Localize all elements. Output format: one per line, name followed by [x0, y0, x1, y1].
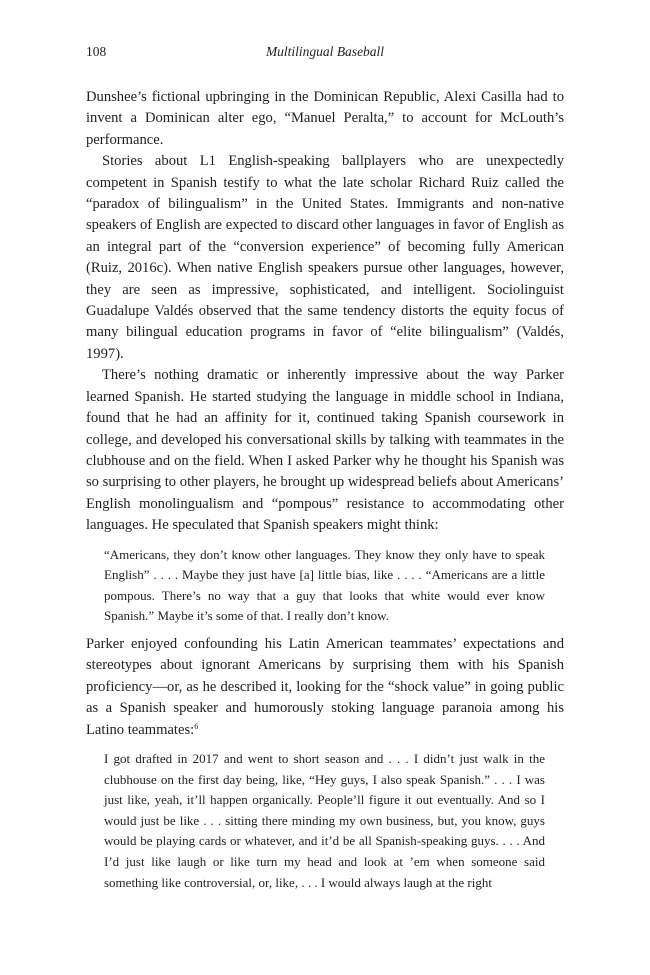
running-header: [86, 42, 564, 62]
paragraph-shock-value-text: Parker enjoyed confounding his Latin American teammates’ expectations and stereotypes about ignorant Americans by surprising them with his Spanish proficiency—or, as he described it, looking for the “shock value” in going public as a Spanish speaker and humorously stoking language paranoia among his Latino teammates:: [86, 635, 564, 738]
paragraph-paradox-of-bilingualism: Stories about L1 English-speaking ballplayers who are unexpectedly competent in Spanish testify to what the late scholar Richard Ruiz called the “paradox of bilingualism” in the United States. Immigrants and non-native speakers of English are expected to discard other languages in favor of English as an integral part of the “conversion experience” of becoming fully American (Ruiz, 2016c). When native English speakers pursue other languages, however, they are seen as impressive, sophisticated, and intelligent. Sociolinguist Guadalupe Valdés observed that the same tendency distorts the equity focus of many bilingual education programs in favor of “elite bilingualism” (Valdés, 1997).: [86, 153, 564, 362]
body-text: [86, 87, 564, 900]
paragraph-continuation: Dunshee’s fictional upbringing in the Dominican Republic, Alexi Casilla had to invent a Dominican alter ego, “Manuel Peralta,” to account for McLouth’s performance.: [86, 89, 564, 148]
page-number: 108: [86, 44, 107, 59]
block-quote-drafted: I got drafted in 2017 and went to short season and . . . I didn’t just walk in the clubhouse on the first day being, like, “Hey guys, I also speak Spanish.” . . . I was just like, yeah, it’ll happen organically. People’ll figure it out eventually. And so I would just be like . . . sitting there minding my own business, but, you know, guys would be playing cards or whatever, and it’d be all Spanish-speaking guys. . . . And I’d just like laugh or like turn my head and look at ’em when someone said something like controversial, or, like, . . . I would always laugh at the right: [104, 750, 545, 890]
paragraph-parker-learning-spanish: There’s nothing dramatic or inherently impressive about the way Parker learned Spanish. He started studying the language in middle school in Indiana, found that he had an affinity for it, continued taking Spanish coursework in college, and developed his conversational skills by talking with teammates in the clubhouse and on the field. When I asked Parker why he thought his Spanish was so surprising to other players, he brought up widespread beliefs about Americans’ English monolingualism and “pompous” resistance to accommodating other languages. He speculated that Spanish speakers might think:: [86, 367, 564, 534]
paragraph-shock-value: [86, 634, 564, 741]
running-title: Multilingual Baseball: [265, 44, 385, 59]
block-quote-americans: “Americans, they don’t know other languages. They know they only have to speak English” . . . . Maybe they just have [a] little bias, like . . . . “Americans are a little pompous. There’s no way that a guy that looks that white would ever know Spanish.” Maybe it’s some of that. I really don’t know.: [104, 546, 545, 624]
footnote-marker: 6: [194, 721, 199, 731]
